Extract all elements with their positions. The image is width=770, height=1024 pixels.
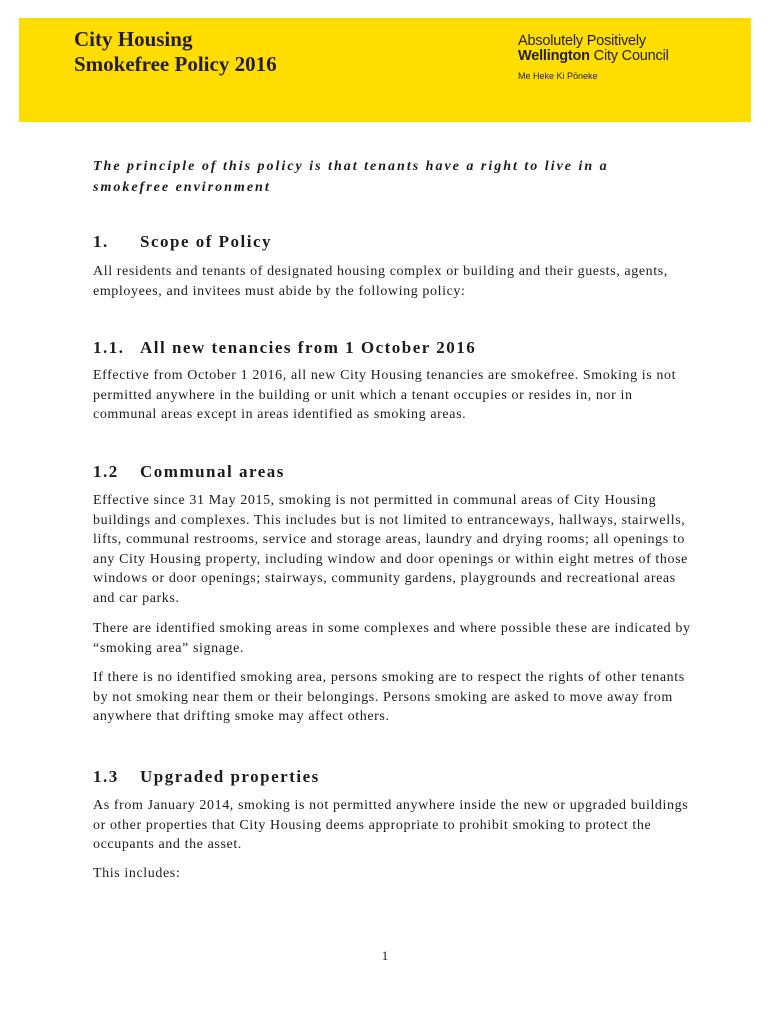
section-title: Communal areas	[140, 462, 285, 481]
logo-line-2	[518, 49, 669, 64]
section-paragraph: If there is no identified smoking area, persons smoking are to respect the rights of other tenants by not smoking near them or their belongings. Persons smoking are asked to move away from anywhere that drifting smoke may affect others.	[93, 670, 685, 724]
logo-line-1: Absolutely Positively	[518, 33, 646, 49]
section-paragraph: There are identified smoking areas in some complexes and where possible these are indicated by “smoking area” signage.	[93, 621, 691, 656]
section-paragraph: All residents and tenants of designated housing complex or building and their guests, agents, employees, and invitees must abide by the following policy:	[93, 264, 668, 299]
title-line-2: Smokefree Policy 2016	[74, 52, 277, 76]
policy-principle: The principle of this policy is that tenants have a right to live in a smokefree environment	[93, 159, 609, 195]
section-heading-upgraded-properties	[93, 766, 320, 788]
logo-wellington: Wellington	[518, 48, 590, 64]
section-number: 1.	[93, 232, 109, 251]
section-title: Scope of Policy	[140, 232, 273, 251]
logo-tagline: Me Heke Ki Pōneke	[518, 71, 598, 81]
section-paragraph: Effective since 31 May 2015, smoking is not permitted in communal areas of City Housing buildings and complexes. This includes but is not limited to entranceways, hallways, stairwells, lifts, communal restrooms, service and storage areas, laundry and drying rooms; all openings to any City Housing property, including window and door openings or within eight metres of those windows or door openings; stairways, community gardens, playgrounds and recreational areas and car parks.	[93, 493, 688, 606]
document-title	[74, 27, 277, 77]
section-heading-scope	[93, 231, 272, 253]
section-title: Upgraded properties	[140, 767, 320, 786]
section-number: 1.3	[93, 767, 119, 786]
page-number: 1	[381, 948, 389, 963]
section-number: 1.2	[93, 462, 119, 481]
council-logo	[518, 34, 669, 82]
section-heading-new-tenancies	[93, 337, 476, 359]
section-title: All new tenancies from 1 October 2016	[140, 338, 477, 357]
section-number: 1.1.	[93, 338, 125, 357]
section-paragraph: As from January 2014, smoking is not permitted anywhere inside the new or upgraded buildings or other properties that City Housing deems appropriate to prohibit smoking to protect the occupants and the asset.	[93, 798, 689, 852]
section-paragraph: Effective from October 1 2016, all new City Housing tenancies are smokefree. Smoking is not permitted anywhere in the building or unit which a tenant occupies or resides in, nor in communal areas except in areas identified as smoking areas.	[93, 368, 677, 422]
section-heading-communal-areas	[93, 461, 285, 483]
title-line-1: City Housing	[74, 27, 193, 51]
logo-city-council: City Council	[589, 48, 669, 64]
section-paragraph: This includes:	[93, 866, 181, 881]
